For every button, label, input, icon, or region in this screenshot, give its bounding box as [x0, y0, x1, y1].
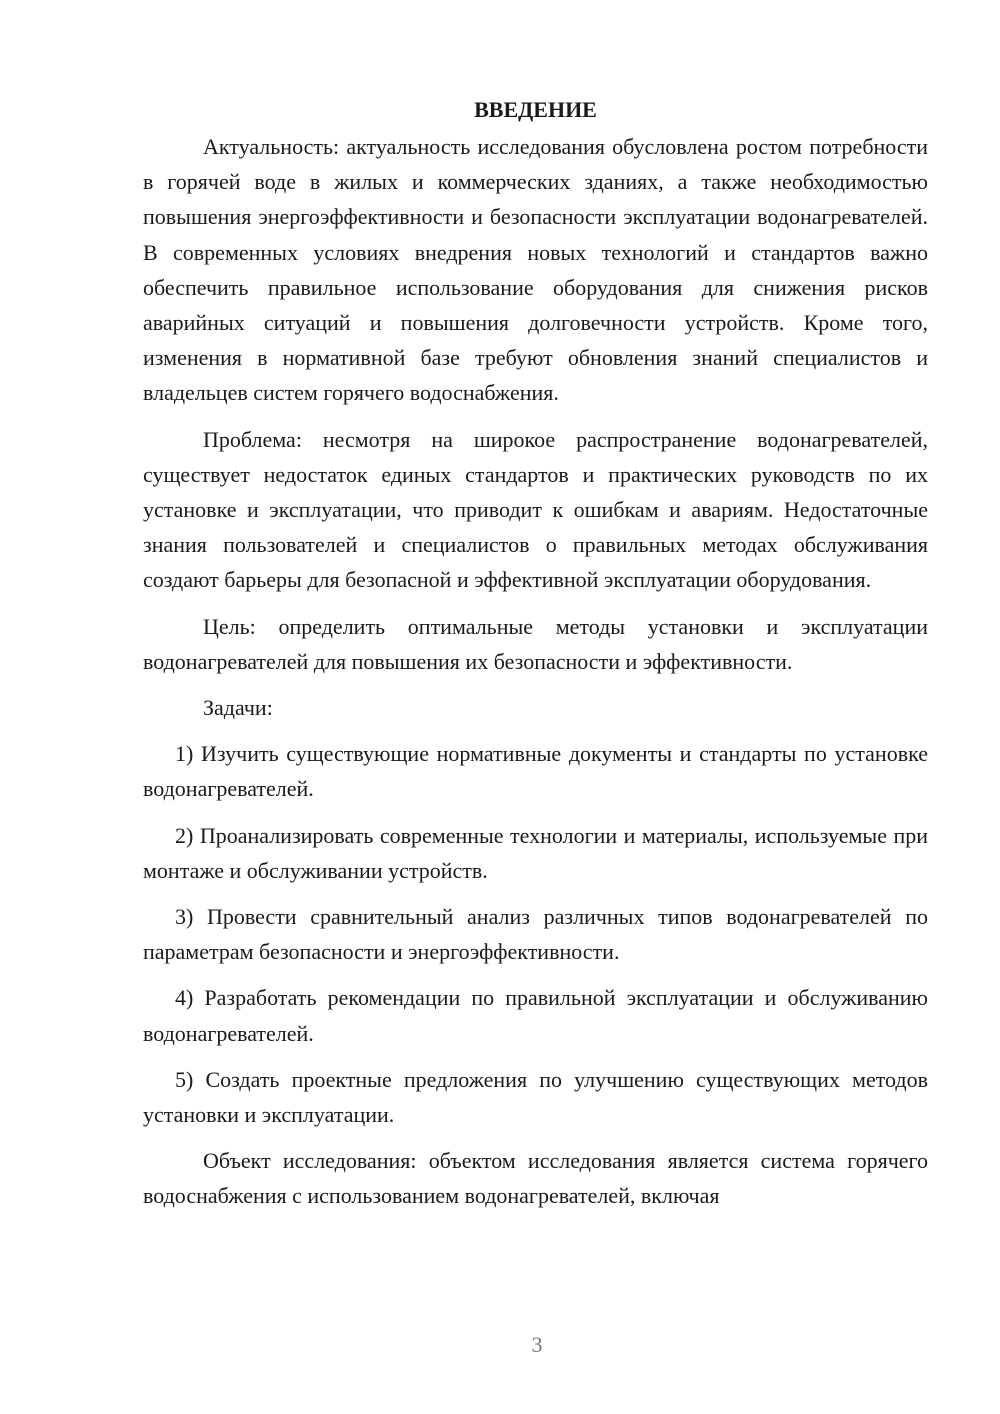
section-heading: ВВЕДЕНИЕ: [474, 97, 597, 122]
task-item-1: 1) Изучить существующие нормативные документы и стандарты по установке водонагревателей.: [143, 741, 928, 802]
paragraph-relevance: Актуальность: актуальность исследования обусловлена ростом потребности в горячей воде в жилых и коммерческих зданиях, а также необходимостью повышения энергоэффективности и безопасности эксплуатации водонагревателей. В современных условиях внедрения новых технологий и стандартов важно обеспечить правильное использование оборудования для снижения рисков аварийных ситуаций и повышения долговечности устройств. Кроме того, изменения в нормативной базе требуют обновления знаний специалистов и владельцев систем горячего водоснабжения.: [143, 134, 928, 406]
paragraph-object: Объект исследования: объектом исследования является система горячего водоснабжения с использованием водонагревателей, включая: [143, 1148, 928, 1209]
page-number: 3: [531, 1332, 543, 1357]
task-item-5: 5) Создать проектные предложения по улучшению существующих методов установки и эксплуатации.: [143, 1066, 928, 1128]
page-content: [143, 92, 928, 1214]
paragraph-problem: Проблема: несмотря на широкое распространение водонагревателей, существует недостаток единых стандартов и практических руководств по их установке и эксплуатации, что приводит к ошибкам и авариям. Недостаточные знания пользователей и специалистов о правильных методах обслуживания создают барьеры для безопасной и эффективной эксплуатации оборудования.: [143, 426, 928, 593]
paragraph-goal: Цель: определить оптимальные методы установки и эксплуатации водонагревателей для повышения их безопасности и эффективности.: [143, 613, 928, 674]
task-item-2: 2) Проанализировать современные технологии и материалы, используемые при монтаже и обслуживании устройств.: [143, 822, 928, 883]
task-item-4: 4) Разработать рекомендации по правильной эксплуатации и обслуживанию водонагревателей.: [143, 985, 928, 1046]
task-item-3: 3) Провести сравнительный анализ различных типов водонагревателей по параметрам безопасности и энергоэффективности.: [143, 904, 928, 965]
tasks-heading: Задачи:: [203, 695, 273, 721]
